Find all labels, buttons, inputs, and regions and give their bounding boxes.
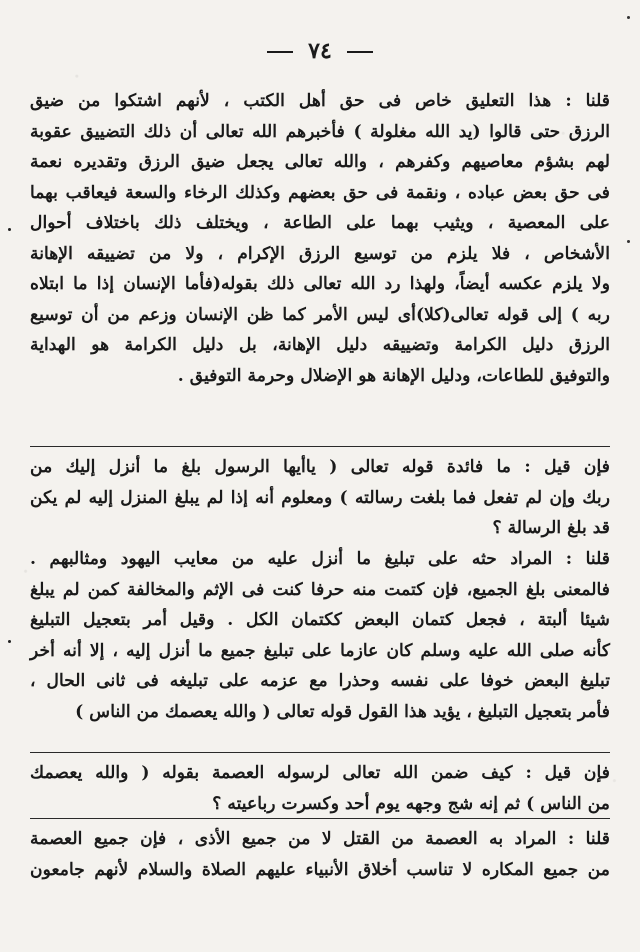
text-line: فإن قيل : كيف ضمن الله تعالى لرسوله العصمة بقوله ( والله يعصمك xyxy=(30,763,610,783)
paragraph-answer-2 xyxy=(30,544,610,727)
text-line: فى حق بعض عباده ، ونقمة فى حق بعضهم وكذلك الرخاء والسعة فيعاقب بهما xyxy=(30,182,610,203)
scan-speck xyxy=(8,640,11,643)
text-line: الرزق دليل الكرامة وتضييقه دليل الإهانة، بل دليل الكرامة هو الهداية xyxy=(30,335,610,355)
page-number-dash-right xyxy=(347,51,373,53)
text-line: والتوفيق للطاعات، ودليل الإهانة هو الإضلال وحرمة التوفيق . xyxy=(177,365,610,386)
text-line: قلنا : المراد به العصمة من القتل لا من جميع الأذى ، فإن جميع العصمة xyxy=(30,829,610,849)
text-line: فأمر بتعجيل التبليغ ، يؤيد هذا القول قوله تعالى ( والله يعصمك من الناس ) xyxy=(75,701,610,722)
section-divider xyxy=(30,752,610,753)
text-line: ربه ) إلى قوله تعالى(كلا)أى ليس الأمر كما ظن الإنسان وزعم من أن توسيع xyxy=(30,304,610,325)
text-line: قلنا : المراد حثه على تبليغ ما أنزل عليه من معايب اليهود ومثالبهم . xyxy=(30,549,610,569)
text-line: تبليغ البعض خوفا على نفسه وحذرا مع عزمه على تبليغه فى ثانى الحال ، xyxy=(30,671,610,691)
section-divider xyxy=(30,446,610,447)
text-line: قلنا : هذا التعليق خاص فى حق أهل الكتب ، لأنهم اشتكوا من ضيق xyxy=(30,91,610,111)
paragraph-answer-3 xyxy=(30,824,610,885)
page-number-dash-left xyxy=(267,51,293,53)
text-line: من الناس ) ثم إنه شج وجهه يوم أحد وكسرت رباعيته ؟ xyxy=(212,793,610,814)
text-line: الرزق حتى قالوا (يد الله مغلولة ) فأخبرهم الله تعالى أن ذلك التضييق عقوبة xyxy=(30,121,610,142)
text-line: فالمعنى بلغ الجميع، فإن كتمت منه حرفا كنت فى الإثم والمخالفة كمن لم يبلغ xyxy=(30,579,610,600)
text-line: الأشخاص ، فلا يلزم من توسيع الرزق الإكرام ، ولا من تضييقه الإهانة xyxy=(30,243,610,264)
paragraph-question-3 xyxy=(30,758,610,819)
paragraph-answer-1 xyxy=(30,86,610,391)
text-line: كأنه صلى الله عليه وسلم كان عازما على تبليغ جميع ما أنزل إليه ، إلا أنه أخر xyxy=(30,640,610,661)
section-divider xyxy=(30,818,610,819)
paragraph-question-2 xyxy=(30,452,610,544)
text-line: قد بلغ الرسالة ؟ xyxy=(492,518,610,538)
text-line: شيئا ألبتة ، فجعل كتمان البعض ككتمان الكل . وقيل أمر بتعجيل التبليغ xyxy=(30,610,610,630)
text-line: ربك وإن لم تفعل فما بلغت رسالته ) ومعلوم أنه إذا لم يبلغ المنزل إليه لم يكن xyxy=(30,487,610,508)
text-line: لهم بشؤم معاصيهم وكفرهم ، والله تعالى يجعل ضيق الرزق وتقديره نعمة xyxy=(30,152,610,172)
page-number-row xyxy=(0,38,640,64)
scan-speck xyxy=(627,240,630,243)
text-line: ولا يلزم عكسه أيضاً، ولهذا رد الله تعالى ذلك بقوله(فأما الإنسان إذا ما ابتلاه xyxy=(30,274,610,294)
scan-speck xyxy=(627,16,630,19)
text-line: على المعصية ، ويثيب بهما على الطاعة ، ويختلف ذلك باختلاف أحوال xyxy=(30,213,610,233)
text-line: فإن قيل : ما فائدة قوله تعالى ( ياأيها الرسول بلغ ما أنزل إليك من xyxy=(30,457,610,477)
scan-speck xyxy=(8,228,11,231)
text-line: من جميع المكاره لا تناسب أخلاق الأنبياء عليهم الصلاة والسلام لأنهم جامعون xyxy=(30,859,610,880)
page-number: ٧٤ xyxy=(308,38,332,64)
